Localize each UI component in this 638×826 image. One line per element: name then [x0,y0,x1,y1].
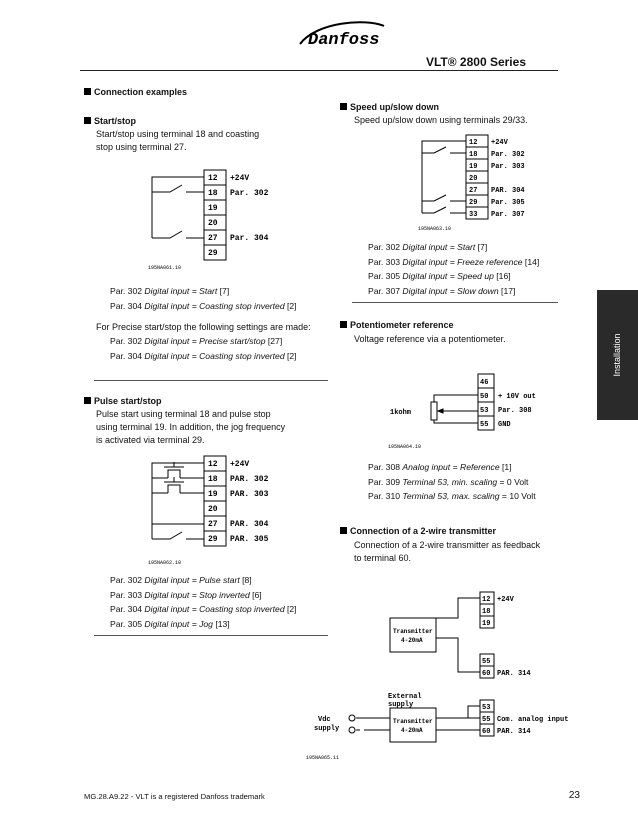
pot-desc: Voltage reference via a potentiometer. [354,334,506,344]
terminal-55: 55 [480,421,489,429]
transmitter-diagram [300,588,590,768]
label-par314: PAR. 314 [497,670,531,678]
startstop-desc: Start/stop using terminal 18 and coasting stop using terminal 27. [96,129,260,152]
label-par304: Par. 304 [230,234,269,243]
label-par305: PAR. 305 [230,535,269,544]
terminal-18: 18 [208,189,218,198]
terminal-29: 29 [469,199,478,207]
terminal-53: 53 [480,407,489,415]
figure-code: 195NA062.10 [148,560,182,566]
divider [94,635,328,636]
terminal-33: 33 [469,211,478,219]
vdc-label: Vdc [318,716,331,724]
logo-text: Danfoss [308,31,380,50]
speed-desc: Speed up/slow down using terminals 29/33. [354,115,528,125]
terminal-29: 29 [208,535,218,544]
terminal-27: 27 [208,234,218,243]
installation-tab-label: Installation [612,333,622,377]
label-par302: PAR. 302 [230,475,269,484]
label-par304: PAR. 304 [230,520,269,529]
label-par308: Par. 308 [498,407,532,415]
supply-label: supply [388,701,414,709]
terminal-46: 46 [480,379,489,387]
terminal-50: 50 [480,393,489,401]
label-gnd: GND [498,421,511,429]
header-rule [80,70,558,71]
transmitter-label: Transmitter [393,718,433,725]
transmitter-range: 4-20mA [401,637,423,644]
figure-code: 195NA065.11 [306,755,340,761]
pot-heading: Potentiometer reference [340,320,454,330]
startstop-diagram [140,168,310,272]
label-par304: PAR. 304 [491,187,525,195]
terminal-20: 20 [208,219,218,228]
footer-text: MG.28.A9.22 - VLT is a registered Danfoss trademark [84,792,265,801]
terminal-60: 60 [482,670,491,678]
label-24v: +24V [230,460,250,469]
installation-tab [597,290,638,420]
terminal-12: 12 [208,174,218,183]
terminal-12: 12 [482,596,491,604]
pulse-heading: Pulse start/stop [84,396,162,406]
terminal-53: 53 [482,704,491,712]
figure-code: 195NA063.10 [418,226,452,232]
pulse-params: Par. 302 Digital input = Pulse start [8] Par. 303 Digital input = Stop inverted [6] Par. 304 Digital input = Coasting stop inverted [2] Par. 305 Digital input = Jog [13] [110,575,297,629]
precise-intro: For Precise start/stop the following settings are made: [96,322,311,332]
pot-params: Par. 308 Analog input = Reference [1] Par. 309 Terminal 53, min. scaling = 0 Volt Par. 310 Terminal 53, max. scaling = 10 Volt [368,462,536,501]
label-par303: Par. 303 [491,163,525,171]
terminal-19: 19 [469,163,478,171]
terminal-12: 12 [469,139,478,147]
transmitter-label: Transmitter [393,628,433,635]
label-par314: PAR. 314 [497,728,531,736]
terminal-60: 60 [482,728,491,736]
transmitter-range: 4-20mA [401,727,423,734]
terminal-18: 18 [208,475,218,484]
startstop-heading: Start/stop [84,116,136,126]
terminal-12: 12 [208,460,218,469]
startstop-params: Par. 302 Digital input = Start [7] Par. 304 Digital input = Coasting stop inverted [2] [110,286,297,311]
speed-heading: Speed up/slow down [340,102,439,112]
label-24v: +24V [497,596,514,604]
terminal-20: 20 [469,175,478,183]
label-com-analog: Com. analog input [497,716,569,724]
trans-desc: Connection of a 2-wire transmitter as feedback to terminal 60. [354,540,541,563]
figure-code: 195NA061.10 [148,265,182,271]
danfoss-logo [296,14,388,54]
label-10v-out: + 10V out [498,393,536,401]
label-par303: PAR. 303 [230,490,269,499]
series-title: VLT® 2800 Series [425,55,526,69]
terminal-29: 29 [208,249,218,258]
speed-diagram [410,134,560,234]
label-par305: Par. 305 [491,199,525,207]
vdc-supply-label: supply [314,725,340,733]
terminal-55: 55 [482,716,491,724]
terminal-27: 27 [469,187,478,195]
terminal-19: 19 [208,204,218,213]
label-24v: +24V [230,174,250,183]
trans-heading: Connection of a 2-wire transmitter [340,526,496,536]
precise-params: Par. 302 Digital input = Precise start/stop [27] Par. 304 Digital input = Coasting stop inverted [2] [110,336,297,361]
speed-params: Par. 302 Digital input = Start [7] Par. 303 Digital input = Freeze reference [14] Par. 305 Digital input = Speed up [16] Par. 307 Digital input = Slow down [17] [368,242,540,296]
pot-diagram [380,372,560,452]
terminal-18: 18 [482,608,491,616]
terminal-55: 55 [482,658,491,666]
divider [352,302,558,303]
label-par307: Par. 307 [491,211,525,219]
divider [94,380,328,381]
terminal-18: 18 [469,151,478,159]
label-par302: Par. 302 [230,189,269,198]
terminal-19: 19 [482,620,491,628]
terminal-20: 20 [208,505,218,514]
label-par302: Par. 302 [491,151,525,159]
terminal-27: 27 [208,520,218,529]
terminal-19: 19 [208,490,218,499]
page-number: 23 [568,790,580,801]
pulse-desc: Pulse start using terminal 18 and pulse stop using terminal 19. In addition, the jog frequency is activated via terminal 29. [96,409,286,445]
label-24v: +24V [491,139,508,147]
external-label: External [388,693,422,701]
resistor-label: 1kohm [390,409,412,417]
figure-code: 195NA064.10 [388,444,422,450]
connection-examples-heading: Connection examples [84,87,187,97]
pulse-diagram [140,454,310,568]
